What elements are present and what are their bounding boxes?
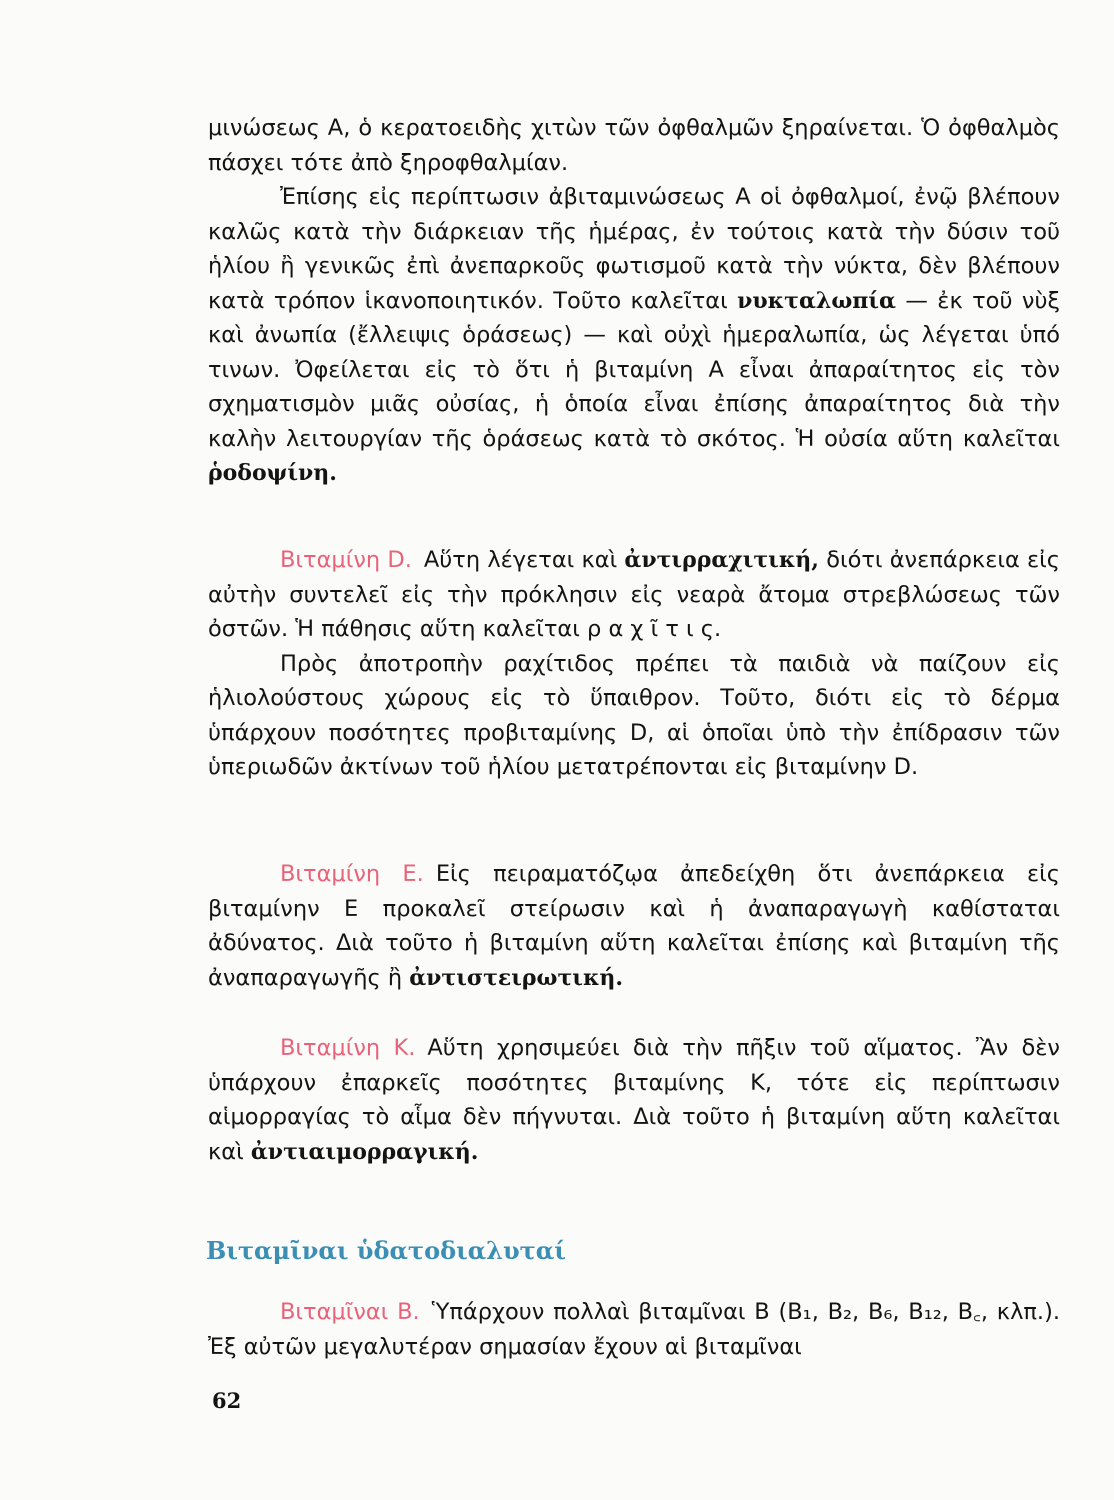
term-nyctalopia: νυκταλωπία: [737, 287, 896, 314]
heading-vitamin-b: Βιταμῖναι Β.: [280, 1299, 420, 1325]
term-antisterility: ἀντιστειρωτική.: [409, 964, 624, 991]
text-run: Ἐπίσης εἰς περίπτωσιν ἀβιταμινώσεως Α οἱ ὀφθαλμοί, ἐνῷ βλέπουν καλῶς κατὰ τὴν διάρκειαν τῆς ἡμέρας, ἐν τούτοις κατὰ τὴν δύσιν τοῦ ἡλίου ἢ γενικῶς ἐπὶ ἀνεπαρκοῦς φωτισμοῦ κατὰ τὴν νύκτα, δὲν βλέπουν κατὰ τρόπον ἱκανοποιητικόν. Τοῦτο καλεῖται: [208, 184, 1060, 314]
paragraph-rickets-prevention: Πρὸς ἀποτροπὴν ραχίτιδος πρέπει τὰ παιδιὰ νὰ παίζουν εἰς ἡλιολούστους χώρους εἰς τὸ ὕπαιθρον. Τοῦτο, διότι εἰς τὸ δέρμα ὑπάρχουν ποσότητες προβιταμίνης D, αἱ ὁποῖαι ὑπὸ τὴν ἐπίδρασιν τῶν ὑπεριωδῶν ἀκτίνων τοῦ ἡλίου μετατρέπονται εἰς βιταμίνην D.: [208, 650, 1060, 780]
heading-vitamin-d: Βιταμίνη D.: [280, 547, 412, 573]
paragraph-vitamin-k: [208, 1031, 1060, 1169]
term-antihemorrhagic: ἀντιαιμορραγική.: [250, 1138, 479, 1165]
paragraph-text: μινώσεως Α, ὁ κερατοειδὴς χιτὼν τῶν ὀφθαλμῶν ξηραίνεται. Ὁ ὀφθαλμὸς πάσχει τότε ἀπὸ ξηροφθαλμίαν.: [208, 115, 1060, 176]
text-run: Αὕτη λέγεται καὶ: [423, 547, 618, 573]
term-antirachitic: ἀντιρραχιτική,: [624, 547, 819, 573]
term-rhodopsin: ῥοδοψίνη.: [208, 460, 337, 486]
paragraph-vitamin-b: [208, 1295, 1060, 1364]
text-run: — ἐκ τοῦ νὺξ καὶ ἀνωπία (ἔλλειψις ὁράσεως) — καὶ οὐχὶ ἡμεραλωπία, ὡς λέγεται ὑπό τινων. Ὀφείλεται εἰς τὸ ὅτι ἡ βιταμίνη Α εἶναι ἀπαραίτητος εἰς τὸν σχηματισμὸν μιᾶς οὐσίας, ἡ ὁποία εἶναι ἐπίσης ἀπαραίτητος διὰ τὴν καλὴν λειτουργίαν τῆς ὁράσεως κατὰ τὸ σκότος. Ἡ οὐσία αὕτη καλεῖται: [208, 287, 1061, 452]
heading-vitamin-k: Βιταμίνη Κ.: [280, 1035, 416, 1061]
paragraph-vitamin-d: [208, 543, 1060, 785]
section-title-water-soluble: Βιταμῖναι ὑδατοδιαλυταί: [206, 1236, 566, 1265]
page-number: 62: [212, 1388, 242, 1413]
paragraph-nyctalopia: [208, 180, 1060, 491]
text-run: Ὑπάρχουν πολλαὶ βιταμῖναι Β (B₁, B₂, B₆, B₁₂, B꜀, κλπ.). Ἐξ αὐτῶν μεγαλυτέραν σημασίαν ἔχουν αἱ βιταμῖναι: [208, 1299, 1061, 1360]
paragraph-vitamin-e: [208, 857, 1060, 995]
paragraph-vitamin-a-end: [208, 111, 1060, 180]
text-run: Εἰς πειραματόζῳα ἀπεδείχθη ὅτι ἀνεπάρκεια εἰς βιταμίνην Ε προκαλεῖ στείρωσιν καὶ ἡ ἀναπαραγωγὴ καθίσταται ἀδύνατος. Διὰ τοῦτο ἡ βιταμίνη αὕτη καλεῖται ἐπίσης καὶ βιταμίνη τῆς ἀναπαραγωγῆς ἢ: [208, 861, 1060, 991]
text-run: διότι ἀνεπάρκεια εἰς αὐτὴν συντελεῖ εἰς τὴν πρόκλησιν εἰς νεαρὰ ἄτομα στρεβλώσεως τῶν ὀστῶν. Ἡ πάθησις αὕτη καλεῖται ρ α χ ῖ τ ι ς.: [208, 547, 1060, 642]
heading-vitamin-e: Βιταμίνη Ε.: [280, 861, 424, 887]
text-run: Αὕτη χρησιμεύει διὰ τὴν πῆξιν τοῦ αἵματος. Ἂν δὲν ὑπάρχουν ἐπαρκεῖς ποσότητες βιταμίνης Κ, τότε εἰς περίπτωσιν αἱμορραγίας τὸ αἷμα δὲν πήγνυται. Διὰ τοῦτο ἡ βιταμίνη αὕτη καλεῖται καὶ: [208, 1035, 1060, 1165]
